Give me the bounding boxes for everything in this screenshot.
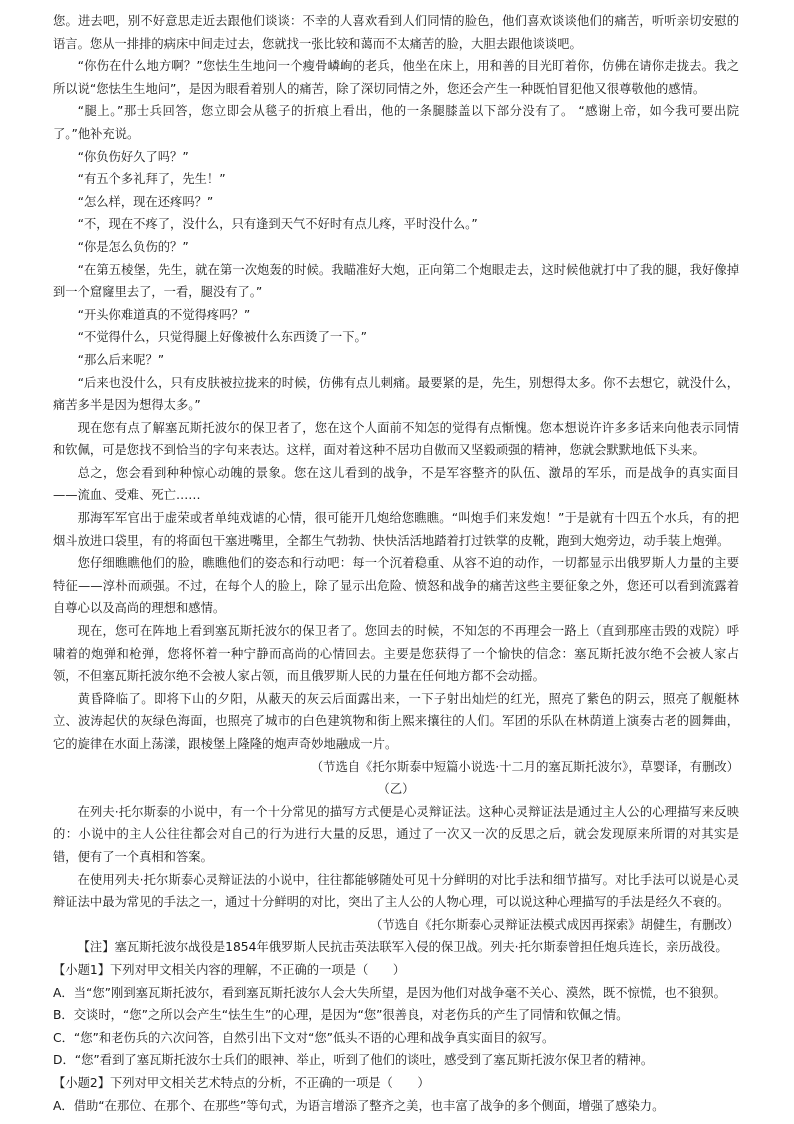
- paragraph: 黄昏降临了。即将下山的夕阳，从蔽天的灰云后面露出来，一下子射出灿烂的红光，照亮了紫色的阴云，照亮了舰艇林立、波涛起伏的灰绿色海面，也照亮了城市的白色建筑物和街上熙来攘往的人们。军团的乐队在林荫道上演奏古老的圆舞曲，它的旋律在水面上荡漾，跟棱堡上隆隆的炮声奇妙地融成一片。: [53, 691, 739, 751]
- paragraph: “你伤在什么地方啊？”您怯生生地问一个瘦骨嶙峋的老兵，他坐在床上，用和善的目光盯着你，仿佛在请你走拢去。我之所以说“您怯生生地问”，是因为眼看着别人的痛苦，除了深切同情之外，您还会产生一种既怕冒犯他又很尊敬他的感情。: [53, 59, 739, 96]
- question-option: A．借助“在那位、在那个、在那些”等句式，为语言增添了整齐之美，也丰富了战争的多个侧面，增强了感染力。: [53, 1098, 665, 1113]
- footnote: 【注】塞瓦斯托波尔战役是1854年俄罗斯人民抗击英法联军入侵的保卫战。列夫·托尔斯泰曾担任炮兵连长，亲历战役。: [77, 940, 728, 955]
- paragraph: “在第五棱堡，先生，就在第一次炮轰的时候。我瞄准好大炮，正向第二个炮眼走去，这时候他就打中了我的腿，我好像掉到一个窟窿里去了，一看，腿没有了。”: [53, 262, 739, 300]
- paragraph: “不，现在不疼了，没什么，只有逢到天气不好时有点儿疼，平时没什么。”: [77, 217, 478, 232]
- paragraph: 您仔细瞧瞧他们的脸，瞧瞧他们的姿态和行动吧：每一个沉着稳重、从容不迫的动作，一切都显示出俄罗斯人力量的主要特征——淳朴而顽强。不过，在每个人的脸上，除了显示出危险、愤怒和战争的痛苦这些主要征象之外，您还可以看到流露着自尊心以及高尚的理想和感情。: [53, 556, 739, 616]
- paragraph: “腿上。”那士兵回答，您立即会从毯子的折痕上看出，他的一条腿膝盖以下部分没有了。 “感谢上帝，如今我可要出院了。”他补充说。: [53, 104, 739, 141]
- paragraph: “你负伤好久了吗？”: [77, 149, 189, 164]
- paragraph: “后来也没什么，只有皮肤被拉拢来的时候，仿佛有点儿刺痛。最要紧的是，先生，别想得太多。你不去想它，就没什么，痛苦多半是因为想得太多。”: [53, 375, 739, 413]
- paragraph: 在列夫·托尔斯泰的小说中，有一个十分常见的描写方式便是心灵辩证法。这种心灵辩证法是通过主人公的心理描写来反映的：小说中的主人公往往都会对自己的行为进行大量的反思，通过了一次又一次的反思之后，就会发现原来所谓的对其实是错，便有了一个真相和答案。: [53, 804, 739, 864]
- question-stem: 【小题2】下列对甲文相关艺术特点的分析，不正确的一项是（ ）: [53, 1075, 430, 1090]
- paragraph: 在使用列夫·托尔斯泰心灵辩证法的小说中，往往都能够随处可见十分鲜明的对比手法和细节描写。对比手法可以说是心灵辩证法中最为常见的手法之一，通过十分鲜明的对比，突出了主人公的人物心理，可以说这种心理描写的手法是经久不衰的。: [53, 872, 739, 910]
- source-citation: （节选自《托尔斯泰心灵辩证法模式成因再探索》胡健生，有删改）: [370, 917, 739, 932]
- section-heading: （乙）: [377, 782, 415, 797]
- paragraph: “有五个多礼拜了，先生！”: [77, 172, 226, 187]
- paragraph: 那海军军官出于虚荣或者单纯戏谑的心情，很可能开几炮给您瞧瞧。“叫炮手们来发炮！”于是就有十四五个水兵，有的把烟斗放进口袋里，有的将面包干塞进嘴里，全都生气勃勃、快快活活地踏着打过铁掌的皮靴，跑到大炮旁边，动手装上炮弹。: [53, 511, 739, 548]
- question-option: A．当“您”刚到塞瓦斯托波尔，看到塞瓦斯托波尔人会大失所望，是因为他们对战争毫不关心、漠然，既不惊慌，也不狼狈。: [53, 985, 726, 1000]
- paragraph: “那么后来呢？”: [77, 352, 165, 367]
- question-option: B．交谈时，“您”之所以会产生“怯生生”的心理，是因为“您”很善良，对老伤兵的产生了同情和钦佩之情。: [53, 1008, 629, 1023]
- question-option: D．“您”看到了塞瓦斯托波尔士兵们的眼神、举止，听到了他们的谈吐，感受到了塞瓦斯托波尔保卫者的精神。: [53, 1053, 654, 1068]
- paragraph: 现在您有点了解塞瓦斯托波尔的保卫者了，您在这个人面前不知怎的觉得有点惭愧。您本想说许许多多话来向他表示同情和钦佩，可是您找不到恰当的字句来表达。这样，面对着这种不居功自傲而又坚毅顽强的精神，您就会默默地低下头来。: [53, 420, 739, 458]
- paragraph: “怎么样，现在还疼吗？”: [77, 194, 214, 209]
- source-citation: （节选自《托尔斯泰中短篇小说选·十二月的塞瓦斯托波尔》，草婴译，有删改）: [310, 759, 739, 774]
- paragraph: “你是怎么负伤的？”: [77, 239, 189, 254]
- paragraph: “不觉得什么，只觉得腿上好像被什么东西烫了一下。”: [77, 330, 368, 345]
- question-stem: 【小题1】下列对甲文相关内容的理解，不正确的一项是（ ）: [53, 962, 406, 977]
- paragraph: 您。进去吧，别不好意思走近去跟他们谈谈：不幸的人喜欢看到人们同情的脸色，他们喜欢谈谈他们的痛苦，听听亲切安慰的语言。您从一排排的病床中间走过去，您就找一张比较和蔼而不太痛苦的脸，大胆去跟他谈谈吧。: [53, 14, 739, 51]
- question-option: C．“您”和老伤兵的六次问答，自然引出下文对“您”低头不语的心理和战争真实面目的叙写。: [53, 1030, 555, 1045]
- paragraph: 现在，您可在阵地上看到塞瓦斯托波尔的保卫者了。您回去的时候，不知怎的不再理会一路上（直到那座击毁的戏院）呼啸着的炮弹和枪弹，您将怀着一种宁静而高尚的心情回去。主要是您获得了一个愉快的信念：塞瓦斯托波尔绝不会被人家占领，不但塞瓦斯托波尔绝不会被人家占领，而且俄罗斯人民的力量在任何地方都不会动摇。: [53, 624, 739, 684]
- paragraph: 总之，您会看到种种惊心动魄的景象。您在这儿看到的战争，不是军容整齐的队伍、激昂的军乐，而是战争的真实面目——流血、受难、死亡……: [53, 465, 739, 503]
- paragraph: “开头你难道真的不觉得疼吗？”: [77, 307, 251, 322]
